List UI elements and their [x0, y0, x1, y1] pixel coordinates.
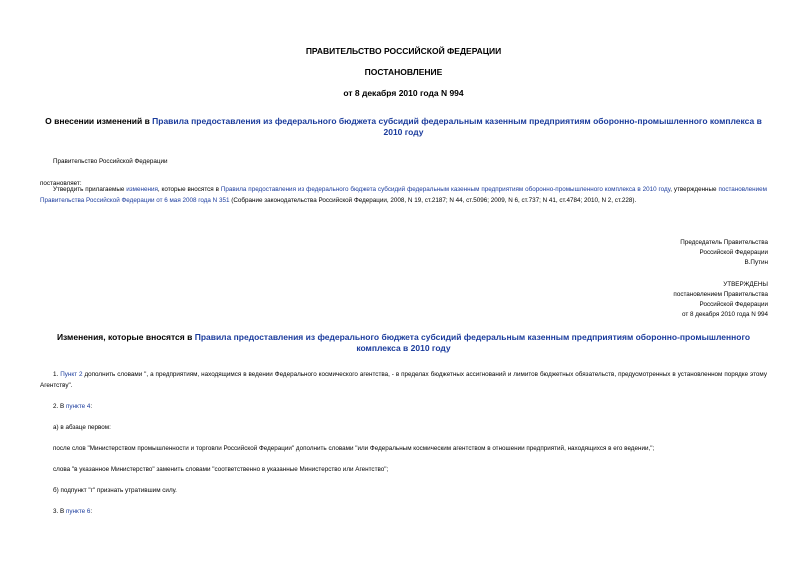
title-rules-link[interactable]: Правила предоставления из федерального бюджета субсидий федеральным казенным предприятиям оборонно-промышленного комплекса в 2010 году: [152, 116, 762, 137]
change-2a-2: слова "в указанное Министерство" заменить словами "соответственно в указанные Министерство или Агентство";: [53, 466, 389, 473]
approval-line-1: УТВЕРЖДЕНЫ: [723, 281, 768, 288]
changes-link[interactable]: изменения: [126, 186, 158, 193]
signature-line-2: Российской Федерации: [699, 249, 768, 256]
change-3-end: :: [90, 508, 93, 515]
government-heading: ПРАВИТЕЛЬСТВО РОССИЙСКОЙ ФЕДЕРАЦИИ: [305, 46, 502, 56]
change-2-end: :: [90, 403, 93, 410]
decree-paragraph: [40, 185, 767, 206]
change-2-number: 2. В: [53, 403, 66, 410]
p1-text-b: , которые вносятся в: [157, 186, 221, 193]
change-item-2: [53, 402, 92, 412]
change-1-number: 1.: [53, 371, 61, 378]
changes-title-rules-link[interactable]: Правила предоставления из федерального бюджета субсидий федеральным казенным предприятиям оборонно-промышленного комплекса в 2010 году: [194, 332, 751, 353]
date-number-heading: от 8 декабря 2010 года N 994: [343, 88, 464, 98]
change-3-number: 3. В: [53, 508, 66, 515]
point-6-link[interactable]: пункте 6: [65, 508, 91, 515]
p1-text-d: (Собрание законодательства Российской Федерации, 2008, N 19, ст.2187; N 44, ст.5096; 2009, N 6, ст.737; N 41, ст.4784; 2010, N 2, ст.228).: [229, 196, 637, 204]
signature-line-3: В.Путин: [744, 259, 768, 266]
approval-line-3: Российской Федерации: [699, 301, 768, 308]
changes-title-prefix: Изменения, которые вносятся в: [56, 332, 195, 342]
document-type-heading: ПОСТАНОВЛЕНИЕ: [364, 67, 443, 77]
resolution-351-link[interactable]: постановлением Правительства Российской Федерации от 6 мая 2008 года N 351: [40, 186, 767, 204]
document-title: [40, 116, 767, 138]
point-4-link[interactable]: пункте 4: [65, 403, 91, 410]
decrees-line: постановляет:: [40, 180, 82, 187]
p1-text-c: , утвержденные: [670, 186, 719, 193]
government-line: Правительство Российской Федерации: [53, 158, 168, 165]
change-2b: б) подпункт "г" признать утратившим силу.: [53, 487, 177, 494]
signature-line-1: Председатель Правительства: [680, 239, 768, 246]
p1-text-a: Утвердить прилагаемые: [53, 186, 127, 193]
change-2a-1: после слов "Министерством промышленности и торговли Российской Федерации" дополнить словами "или Федеральным космическим агентством в отношении предприятий, находящихся в его ведении,";: [53, 445, 655, 452]
approval-line-2: постановлением Правительства: [673, 291, 768, 298]
approval-line-4: от 8 декабря 2010 года N 994: [681, 311, 768, 318]
change-item-1: [40, 369, 767, 391]
rules-link[interactable]: Правила предоставления из федерального бюджета субсидий федеральным казенным предприятиям оборонно-промышленного комплекса в 2010 году: [220, 186, 671, 193]
change-1-text: дополнить словами ", а предприятиям, находящимся в ведении Федерального космического агентства, - в пределах бюджетных ассигнований и лимитов бюджетных обязательств, предусмотренных в установленном порядке этому Агентству".: [40, 371, 767, 389]
change-2a: а) в абзаце первом:: [53, 424, 111, 431]
title-prefix: О внесении изменений в: [45, 116, 153, 126]
changes-title: [40, 332, 767, 354]
signature-block: [680, 238, 768, 268]
approval-block: [673, 280, 768, 320]
change-item-3: [53, 507, 92, 517]
point-2-link[interactable]: Пункт 2: [60, 371, 83, 378]
